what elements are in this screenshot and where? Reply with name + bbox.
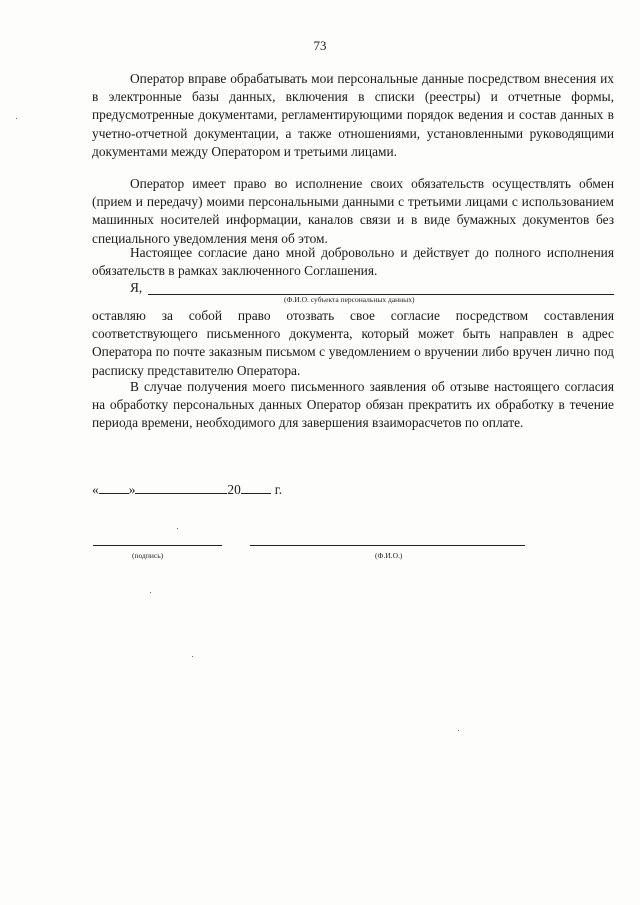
paragraph-revocation-effect xyxy=(92,378,614,433)
paragraph-text: В случае получения моего письменного заявления об отзыве настоящего согласия на обработку персональных данных Оператор обязан прекратить их обработку в течение периода времени, необходимого для завершения взаиморасчетов по оплате. xyxy=(92,379,614,431)
scan-speck xyxy=(192,656,193,657)
signature-caption: (подпись) xyxy=(132,551,164,560)
close-quote: » xyxy=(128,482,136,497)
fio-caption: (Ф.И.О.) xyxy=(375,551,403,560)
paragraph-data-exchange xyxy=(92,175,614,248)
paragraph-processing-rights xyxy=(92,70,614,161)
year-prefix: 20 xyxy=(227,482,241,497)
scan-speck xyxy=(458,730,459,731)
scan-speck xyxy=(150,592,151,593)
fio-field[interactable] xyxy=(250,545,525,546)
scan-speck xyxy=(177,528,178,529)
paragraph-consent-validity xyxy=(92,244,614,280)
scan-speck xyxy=(16,118,17,119)
paragraph-text: Оператор имеет право во исполнение своих обязательств осуществлять обмен (прием и передачу) моими персональными данными с третьими лицами с использованием машинных носителей информации, каналов связи и в виде бумажных документов без специального уведомления меня об этом. xyxy=(92,176,614,246)
year-field[interactable] xyxy=(241,481,271,494)
open-quote: « xyxy=(92,482,99,497)
paragraph-text: Оператор вправе обрабатывать мои персональные данные посредством внесения их в электронные базы данных, включения в списки (реестры) и отчетные формы, предусмотренные документами, регламентирующими порядок ведения и состав данных в учетно-отчетной документации, а также отношениями, установленными руководящими документами между Оператором и третьими лицами. xyxy=(92,71,614,159)
paragraph-text: оставляю за собой право отозвать свое согласие посредством составления соответствующего письменного документа, который может быть направлен в адрес Оператора по почте заказным письмом с уведомлением о вручении либо вручен лично под расписку представителю Оператора. xyxy=(92,308,614,378)
page-number: 73 xyxy=(313,38,327,53)
paragraph-revocation-right xyxy=(92,307,614,380)
day-field[interactable] xyxy=(99,481,129,494)
subject-name-caption: (Ф.И.О. субъекта персональных данных) xyxy=(284,295,415,304)
ya-label: Я, xyxy=(130,280,143,295)
paragraph-text: Настоящее согласие дано мной добровольно и действует до полного исполнения обязательств в рамках заключенного Соглашения. xyxy=(92,245,614,279)
date-line xyxy=(92,481,282,498)
signature-field[interactable] xyxy=(93,545,222,546)
month-field[interactable] xyxy=(135,481,227,494)
year-suffix: г. xyxy=(274,482,283,497)
